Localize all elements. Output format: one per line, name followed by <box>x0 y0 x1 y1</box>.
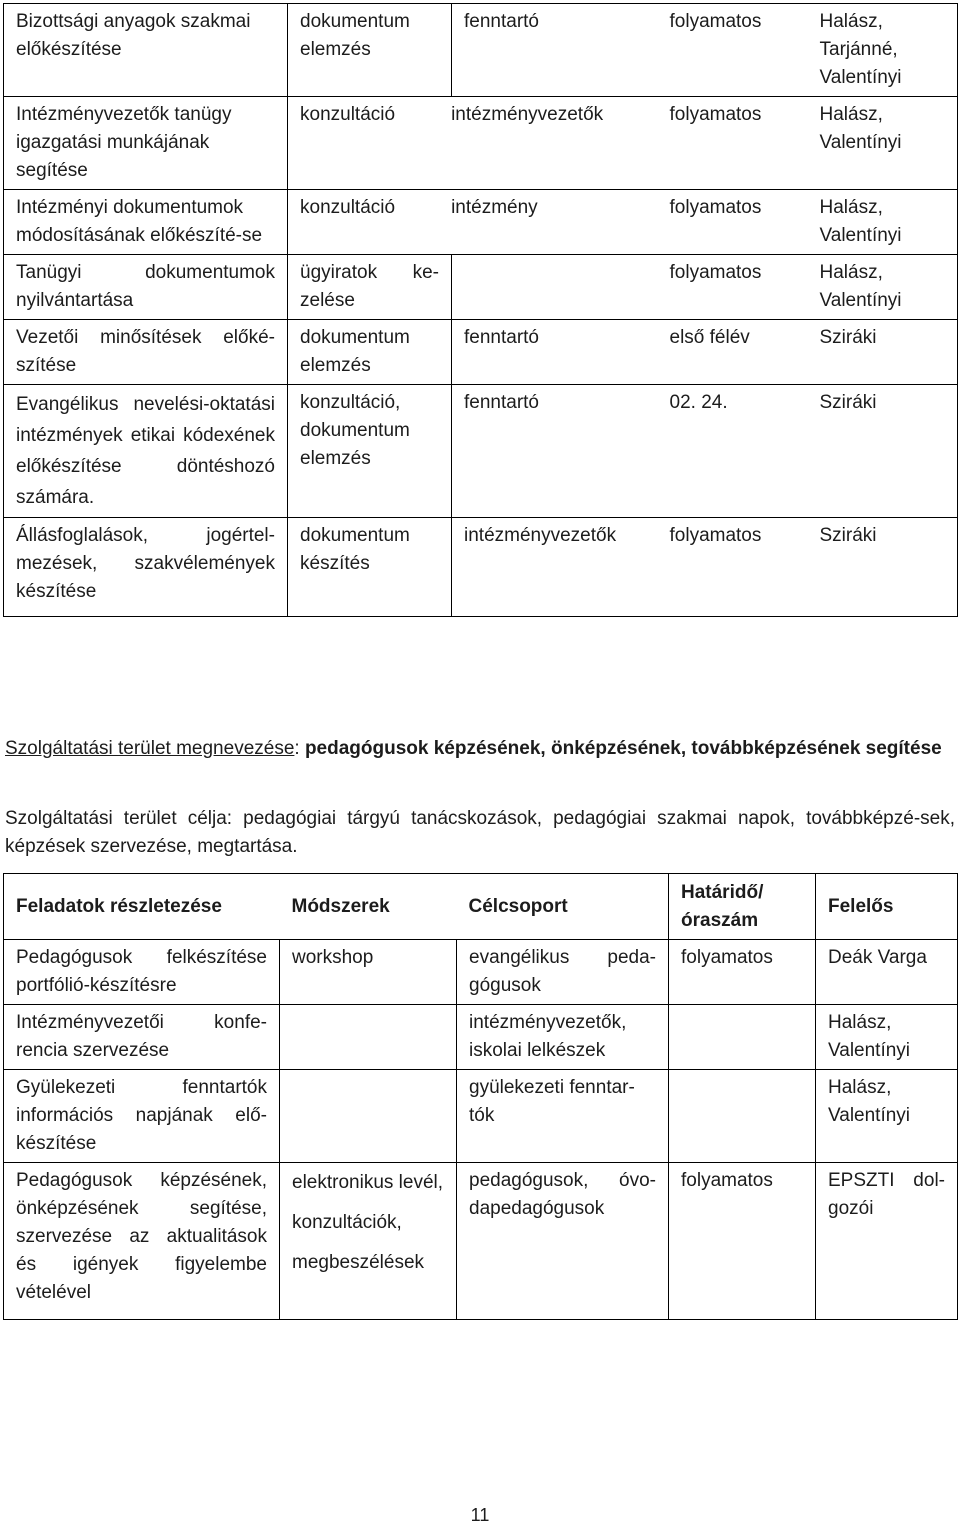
owner-cell: Deák Varga <box>816 940 958 1005</box>
task-cell: Intézményvezetői konfe-rencia szervezése <box>4 1005 280 1070</box>
table-row <box>4 190 958 255</box>
table-row <box>4 4 958 97</box>
deadline-cell: folyamatos <box>658 4 808 97</box>
owner-cell: Sziráki <box>808 385 958 518</box>
task-cell: Pedagógusok felkészítése portfólió-készítésre <box>4 940 280 1005</box>
method-cell: dokumentum készítés <box>288 518 452 617</box>
method-cell <box>280 1005 457 1070</box>
table-row <box>4 385 958 518</box>
target-text: intézményvezetők <box>451 104 604 125</box>
table-row <box>4 1005 958 1070</box>
task-table-continued <box>3 3 958 617</box>
deadline-cell: folyamatos <box>658 190 808 255</box>
method-cell: dokumentum elemzés <box>288 4 452 97</box>
header-task: Feladatok részletezése <box>4 874 280 940</box>
method-cell: konzultáció, dokumentum elemzés <box>288 385 452 518</box>
owner-cell: Sziráki <box>808 320 958 385</box>
owner-cell: Halász, Tarjánné, Valentínyi <box>808 4 958 97</box>
target-cell: fenntartó <box>452 320 658 385</box>
deadline-cell: folyamatos <box>658 97 808 190</box>
owner-cell: Sziráki <box>808 518 958 617</box>
method-target-cell <box>288 190 658 255</box>
deadline-cell <box>669 1070 816 1163</box>
owner-cell: Halász, Valentínyi <box>808 190 958 255</box>
page-number: 11 <box>470 1505 490 1525</box>
task-cell: Gyülekezeti fenntartók információs napjának elő-készítése <box>4 1070 280 1163</box>
header-method: Módszerek <box>280 874 457 940</box>
table-row <box>4 97 958 190</box>
target-cell <box>452 255 658 320</box>
deadline-cell: 02. 24. <box>658 385 808 518</box>
service-area-name-value: pedagógusok képzésének, önképzésének, továbbképzésének segítése <box>304 738 942 759</box>
service-area-name: Szolgáltatási terület megnevezése: pedagógusok képzésének, önképzésének, továbbképzésének segítése <box>5 738 942 759</box>
owner-cell: Halász, Valentínyi <box>816 1070 958 1163</box>
task-table <box>3 873 958 1320</box>
task-cell: Vezetői minősítések előké-szítése <box>4 320 288 385</box>
target-cell: intézményvezetők, iskolai lelkészek <box>457 1005 669 1070</box>
table-row <box>4 320 958 385</box>
method-cell: workshop <box>280 940 457 1005</box>
table-row <box>4 1163 958 1320</box>
task-cell: Bizottsági anyagok szakmai előkészítése <box>4 4 288 97</box>
header-target: Célcsoport <box>457 874 669 940</box>
owner-cell: EPSZTI dol-gozói <box>816 1163 958 1320</box>
task-cell: Intézményvezetők tanügy igazgatási munkájának segítése <box>4 97 288 190</box>
deadline-cell: folyamatos <box>658 255 808 320</box>
target-cell: gyülekezeti fenntar-tók <box>457 1070 669 1163</box>
target-text: intézmény <box>451 197 538 218</box>
owner-cell: Halász, Valentínyi <box>816 1005 958 1070</box>
target-cell: fenntartó <box>452 385 658 518</box>
method-text: konzultáció <box>300 197 396 218</box>
method-cell: dokumentum elemzés <box>288 320 452 385</box>
target-cell: intézményvezetők <box>452 518 658 617</box>
table-row <box>4 255 958 320</box>
table-header-row <box>4 874 958 940</box>
target-cell: fenntartó <box>452 4 658 97</box>
target-cell: evangélikus peda-gógusok <box>457 940 669 1005</box>
task-cell: Evangélikus nevelési-oktatási intézmények etikai kódexének előkészítése döntéshozó számára. <box>4 385 288 518</box>
target-cell: pedagógusok, óvo-dapedagógusok <box>457 1163 669 1320</box>
table-row <box>4 518 958 617</box>
task-cell: Pedagógusok képzésének, önképzésének segítése, szervezése az aktualitások és igények figyelembe vételével <box>4 1163 280 1320</box>
deadline-cell: első félév <box>658 320 808 385</box>
service-area-goal: Szolgáltatási terület célja: pedagógiai tárgyú tanácskozások, pedagógiai szakmai napok, továbbképzé-sek, képzések szervezése, megtartása. <box>5 808 955 857</box>
task-cell: Intézményi dokumentumok módosításának előkészíté-se <box>4 190 288 255</box>
method-target-cell <box>288 97 658 190</box>
table-row <box>4 1070 958 1163</box>
method-cell: ügyiratok ke-zelése <box>288 255 452 320</box>
deadline-cell: folyamatos <box>658 518 808 617</box>
owner-cell: Halász, Valentínyi <box>808 97 958 190</box>
deadline-cell <box>669 1005 816 1070</box>
header-deadline: Határidő/ óraszám <box>669 874 816 940</box>
method-cell: elektronikus levél, konzultációk, megbeszélések <box>280 1163 457 1320</box>
method-cell <box>280 1070 457 1163</box>
owner-cell: Halász, Valentínyi <box>808 255 958 320</box>
task-cell: Tanügyi dokumentumok nyilvántartása <box>4 255 288 320</box>
deadline-cell: folyamatos <box>669 940 816 1005</box>
task-cell: Állásfoglalások, jogértel-mezések, szakvélemények készítése <box>4 518 288 617</box>
header-owner: Felelős <box>816 874 958 940</box>
table-row <box>4 940 958 1005</box>
method-text: konzultáció <box>300 104 396 125</box>
deadline-cell: folyamatos <box>669 1163 816 1320</box>
service-area-name-label: Szolgáltatási terület megnevezése <box>5 738 295 759</box>
